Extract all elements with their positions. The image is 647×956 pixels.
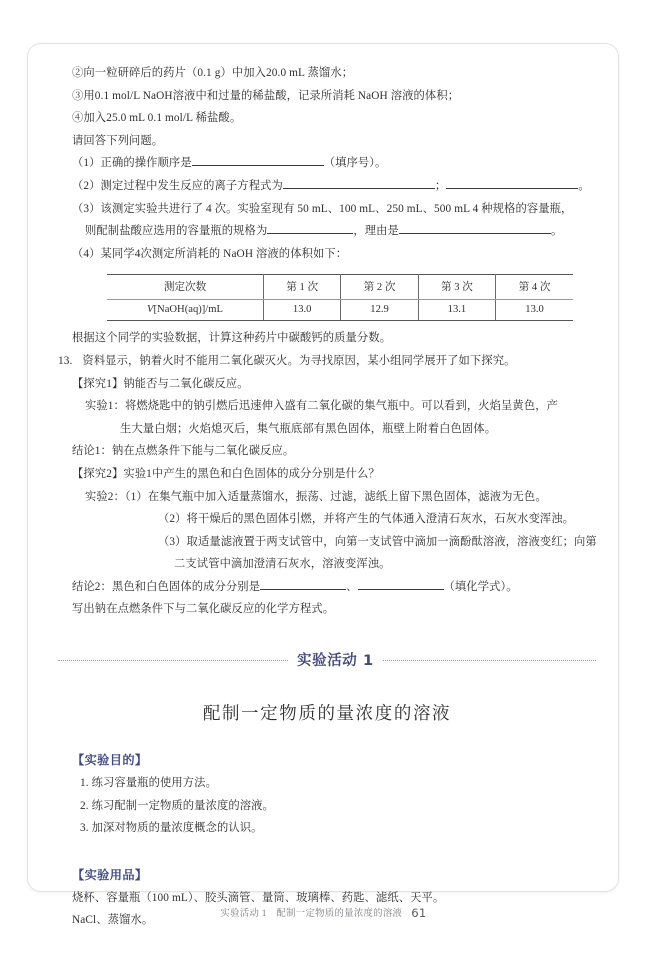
experiment-1-line-1: 实验1：将燃烧匙中的钠引燃后迅速伸入盛有二氧化碳的集气瓶中。可以看到，火焰呈黄色，产 — [85, 400, 559, 413]
question-12-closing: 根据这个同学的实验数据，计算这种药片中碳酸钙的质量分数。 — [72, 332, 392, 345]
step-item-4: ④加入25.0 mL 0.1 mol/L 稀盐酸。 — [72, 112, 242, 125]
purpose-list — [58, 772, 596, 840]
inquiry-2-heading: 【探究2】实验1中产生的黑色和白色固体的成分分别是什么？ — [72, 467, 380, 480]
experiment-1-line-2: 生大量白烟；火焰熄灭后，集气瓶底部有黑色固体，瓶壁上附着白色固体。 — [120, 422, 497, 435]
experiment-2-line-1: 实验2：（1）在集气瓶中加入适量蒸馏水，振荡、过滤，滤纸上留下黑色固体，滤液为无色。 — [85, 490, 547, 503]
purpose-item-2: 2. 练习配制一定物质的量浓度的溶液。 — [80, 799, 274, 812]
page-footer — [0, 905, 647, 920]
activity-banner-label: 实验活动 1 — [297, 653, 374, 670]
experiment-2-line-4: 二支试管中滴加澄清石灰水，溶液变浑浊。 — [174, 558, 391, 571]
sub-question-2-prefix: （2）测定过程中发生反应的离子方程式为 — [72, 179, 283, 192]
answer-blank-q1[interactable] — [192, 155, 324, 166]
footer-title: 实验活动 1 配制一定物质的量浓度的溶液 — [220, 909, 403, 919]
sub-question-2-separator: ； — [434, 179, 447, 192]
question-13-final: 写出钠在点燃条件下与二氧化碳反应的化学方程式。 — [72, 603, 335, 616]
purpose-item-3: 3. 加深对物质的量浓度概念的认识。 — [80, 822, 263, 835]
supplies-line-1: 烧杯、容量瓶（100 mL）、胶头滴管、量筒、玻璃棒、药匙、滤纸、天平。 — [72, 891, 445, 904]
question-13-block — [58, 350, 596, 621]
dotted-rule-right — [383, 659, 596, 661]
question-13-intro-text: 资料显示，钠着火时不能用二氧化碳灭火。为寻找原因，某小组同学展开了如下探究。 — [82, 354, 516, 367]
volume-label-rest: [NaOH(aq)]/mL — [153, 304, 223, 316]
table-row — [107, 300, 573, 321]
sub-question-2 — [72, 175, 596, 198]
table-header-trial-2: 第 2 次 — [341, 275, 418, 300]
activity-title: 配制一定物质的量浓度的溶液 — [202, 703, 452, 724]
dotted-rule-left — [58, 659, 288, 661]
table-row — [107, 275, 573, 300]
conclusion-1: 结论1：钠在点燃条件下能与二氧化碳反应。 — [72, 445, 295, 458]
sub-question-2-suffix: 。 — [578, 179, 590, 192]
sub-question-1 — [72, 152, 596, 175]
table-cell-trial-4: 13.0 — [496, 300, 573, 321]
sub-question-1-prefix: （1）正确的操作顺序是 — [72, 157, 192, 170]
answer-blank-q2a[interactable] — [283, 178, 435, 189]
conclusion-2 — [72, 576, 596, 599]
step-item-3: ③用0.1 mol/L NaOH溶液中和过量的稀盐酸，记录所消耗 NaOH 溶液的体积； — [72, 89, 460, 102]
conclusion-2-separator: 、 — [346, 580, 358, 593]
naoh-volume-table-wrap — [107, 274, 596, 321]
question-13-intro — [58, 350, 596, 373]
sub-question-3-prefix: 则配制盐酸应选用的容量瓶的规格为 — [85, 225, 268, 238]
question-13-number: 13. — [58, 354, 73, 367]
table-cell-trial-2: 12.9 — [341, 300, 418, 321]
sub-question-3-line-2 — [85, 220, 596, 243]
inquiry-1-heading: 【探究1】钠能否与二氧化碳反应。 — [72, 377, 249, 390]
conclusion-2-suffix: （填化学式）。 — [443, 580, 518, 593]
table-cell-trial-1: 13.0 — [264, 300, 341, 321]
step-item-2: ②向一粒研碎后的药片（0.1 g）中加入20.0 mL 蒸馏水； — [72, 67, 354, 79]
answer-blank-q3b[interactable] — [399, 223, 551, 234]
table-header-measurement-count: 测定次数 — [107, 275, 264, 300]
section-spacer — [58, 840, 596, 866]
answer-blank-q2b[interactable] — [446, 178, 578, 189]
sub-question-3-suffix: 。 — [550, 225, 563, 238]
purpose-item-1: 1. 练习容量瓶的使用方法。 — [80, 777, 217, 790]
page-number: 61 — [411, 905, 427, 920]
sub-question-4-intro: （4）某同学4次测定所消耗的 NaOH 溶液的体积如下： — [72, 247, 348, 260]
conclusion-2-prefix: 结论2：黑色和白色固体的成分分别是 — [72, 580, 261, 593]
answer-prompt: 请回答下列问题。 — [72, 134, 164, 147]
sub-question-3-line-1: （3）该测定实验共进行了 4 次。实验室现有 50 mL、100 mL、250 mL、500 mL 4 种规格的容量瓶， — [72, 202, 573, 215]
experiment-2-line-3: （3）取适量滤液置于两支试管中，向第一支试管中滴加一滴酚酞溶液，溶液变红；向第 — [158, 535, 597, 548]
supplies-heading: 【实验用品】 — [72, 867, 148, 882]
sub-question-3-mid: ，理由是 — [353, 225, 399, 238]
purpose-heading: 【实验目的】 — [72, 753, 148, 768]
purpose-section — [58, 751, 596, 840]
supplies-section — [58, 866, 596, 932]
answer-blank-black-solid[interactable] — [260, 579, 346, 590]
supplies-line-2: NaCl、蒸馏水。 — [72, 914, 154, 927]
page-content — [28, 44, 620, 942]
question-12-block — [58, 62, 596, 350]
naoh-volume-table — [107, 274, 573, 321]
table-header-trial-3: 第 3 次 — [418, 275, 495, 300]
experiment-2-line-2: （2）将干燥后的黑色固体引燃，并将产生的气体通入澄清石灰水，石灰水变浑浊。 — [158, 513, 575, 526]
table-row-label-volume — [107, 300, 264, 321]
volume-symbol: V — [147, 304, 154, 316]
activity-banner — [58, 649, 596, 670]
sub-question-1-suffix: （填序号）。 — [323, 157, 387, 170]
table-header-trial-1: 第 1 次 — [264, 275, 341, 300]
answer-blank-q3a[interactable] — [267, 223, 353, 234]
answer-blank-white-solid[interactable] — [358, 579, 444, 590]
table-cell-trial-3: 13.1 — [418, 300, 495, 321]
table-header-trial-4: 第 4 次 — [496, 275, 573, 300]
